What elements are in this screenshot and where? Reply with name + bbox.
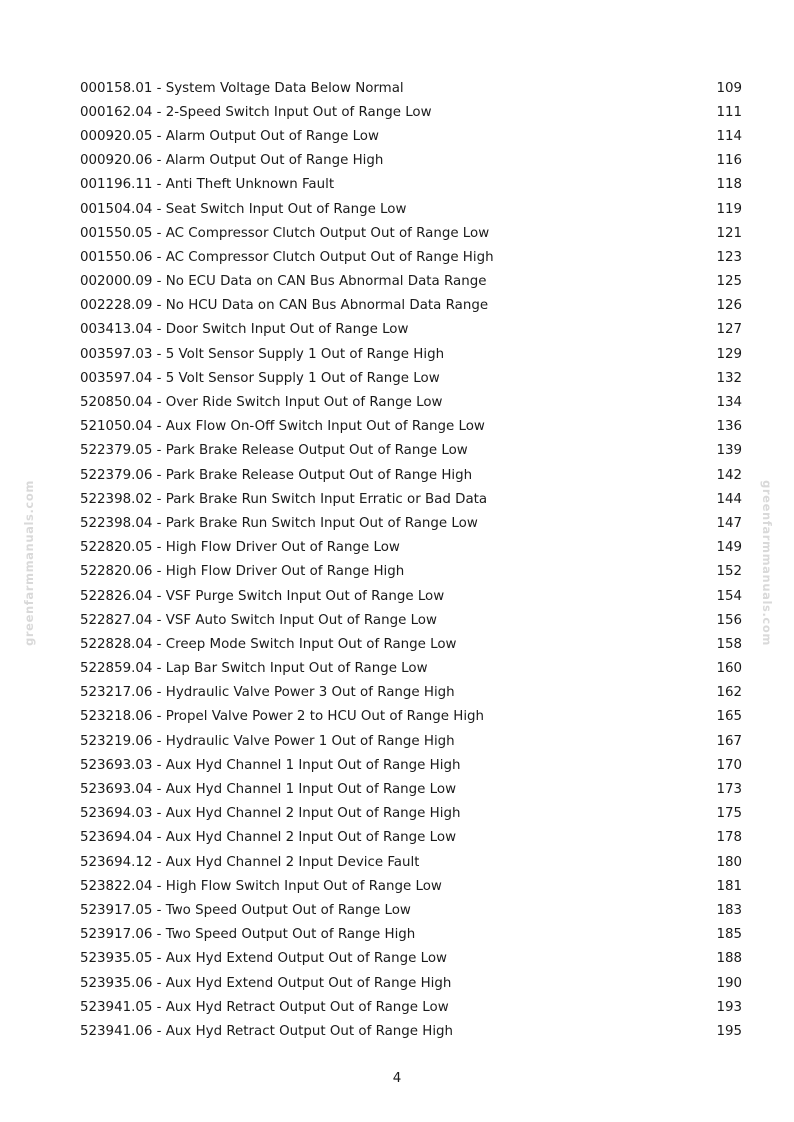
toc-entry[interactable] xyxy=(80,415,742,439)
toc-entry-page: 144 xyxy=(716,491,742,507)
toc-entry[interactable] xyxy=(80,149,742,173)
toc-entry-title: 520850.04 - Over Ride Switch Input Out of Range Low xyxy=(80,395,443,411)
toc-entry[interactable] xyxy=(80,753,742,777)
toc-entry-page: 127 xyxy=(716,322,742,338)
toc-entry-title: 522826.04 - VSF Purge Switch Input Out of Range Low xyxy=(80,588,445,604)
toc-entry-page: 167 xyxy=(716,733,742,749)
toc-entry-page: 142 xyxy=(716,467,742,483)
toc-entry-title: 001550.06 - AC Compressor Clutch Output Out of Range High xyxy=(80,249,494,265)
toc-entry-title: 003597.03 - 5 Volt Sensor Supply 1 Out of Range High xyxy=(80,346,445,362)
toc-entry[interactable] xyxy=(80,294,742,318)
toc-entry-page: 111 xyxy=(716,104,742,120)
toc-entry-page: 180 xyxy=(716,854,742,870)
toc-entry-page: 126 xyxy=(716,298,742,314)
toc-entry[interactable] xyxy=(80,270,742,294)
toc-entry-title: 000920.05 - Alarm Output Out of Range Low xyxy=(80,128,379,144)
toc-entry-title: 002228.09 - No HCU Data on CAN Bus Abnormal Data Range xyxy=(80,298,489,314)
toc-entry-title: 522820.05 - High Flow Driver Out of Range Low xyxy=(80,540,400,556)
toc-entry[interactable] xyxy=(80,390,742,414)
toc-entry-page: 147 xyxy=(716,515,742,531)
toc-entry[interactable] xyxy=(80,874,742,898)
toc-entry-title: 523935.06 - Aux Hyd Extend Output Out of Range High xyxy=(80,975,452,991)
toc-entry[interactable] xyxy=(80,947,742,971)
toc-entry[interactable] xyxy=(80,826,742,850)
toc-entry[interactable] xyxy=(80,1019,742,1043)
toc-entry-title: 003597.04 - 5 Volt Sensor Supply 1 Out of Range Low xyxy=(80,370,440,386)
toc-entry-title: 523822.04 - High Flow Switch Input Out of Range Low xyxy=(80,878,442,894)
toc-entry[interactable] xyxy=(80,681,742,705)
toc-entry-page: 158 xyxy=(716,636,742,652)
toc-entry-title: 522379.06 - Park Brake Release Output Out of Range High xyxy=(80,467,473,483)
toc-entry-page: 165 xyxy=(716,709,742,725)
toc-entry[interactable] xyxy=(80,632,742,656)
toc-entry-page: 129 xyxy=(716,346,742,362)
toc-entry[interactable] xyxy=(80,173,742,197)
toc-entry-title: 523941.05 - Aux Hyd Retract Output Out of Range Low xyxy=(80,999,449,1015)
toc-entry[interactable] xyxy=(80,777,742,801)
watermark-left: greenfarmmanuals.com xyxy=(22,480,36,646)
toc-entry-title: 522398.04 - Park Brake Run Switch Input Out of Range Low xyxy=(80,515,478,531)
toc-entry-page: 123 xyxy=(716,249,742,265)
toc-entry[interactable] xyxy=(80,197,742,221)
toc-entry[interactable] xyxy=(80,463,742,487)
toc-entry[interactable] xyxy=(80,657,742,681)
toc-entry-title: 003413.04 - Door Switch Input Out of Range Low xyxy=(80,322,409,338)
toc-entry-title: 523917.05 - Two Speed Output Out of Range Low xyxy=(80,902,411,918)
toc-entry-page: 119 xyxy=(716,201,742,217)
toc-entry[interactable] xyxy=(80,995,742,1019)
toc-entry-page: 154 xyxy=(716,588,742,604)
toc-entry-page: 116 xyxy=(716,153,742,169)
toc-entry-title: 001196.11 - Anti Theft Unknown Fault xyxy=(80,177,335,193)
toc-entry-title: 522398.02 - Park Brake Run Switch Input Erratic or Bad Data xyxy=(80,491,488,507)
toc-entry-title: 002000.09 - No ECU Data on CAN Bus Abnormal Data Range xyxy=(80,274,487,290)
toc-entry-page: 114 xyxy=(716,128,742,144)
toc-entry-page: 188 xyxy=(716,951,742,967)
toc-entry-page: 195 xyxy=(716,1023,742,1039)
toc-entry[interactable] xyxy=(80,342,742,366)
toc-entry-page: 162 xyxy=(716,685,742,701)
toc-entry-page: 170 xyxy=(716,757,742,773)
toc-entry-title: 001550.05 - AC Compressor Clutch Output Out of Range Low xyxy=(80,225,490,241)
toc-entry-page: 121 xyxy=(716,225,742,241)
toc-entry-title: 523693.04 - Aux Hyd Channel 1 Input Out of Range Low xyxy=(80,782,457,798)
toc-entry[interactable] xyxy=(80,487,742,511)
toc-entry[interactable] xyxy=(80,802,742,826)
toc-entry-title: 523694.04 - Aux Hyd Channel 2 Input Out of Range Low xyxy=(80,830,457,846)
toc-entry-title: 000158.01 - System Voltage Data Below Normal xyxy=(80,80,404,96)
toc-entry-page: 125 xyxy=(716,274,742,290)
toc-entry-page: 132 xyxy=(716,370,742,386)
toc-entry-page: 118 xyxy=(716,177,742,193)
toc-entry-page: 178 xyxy=(716,830,742,846)
toc-entry-page: 185 xyxy=(716,927,742,943)
toc-entry-title: 522827.04 - VSF Auto Switch Input Out of Range Low xyxy=(80,612,437,628)
toc-entry-title: 523935.05 - Aux Hyd Extend Output Out of Range Low xyxy=(80,951,447,967)
toc-entry-page: 136 xyxy=(716,419,742,435)
toc-entry[interactable] xyxy=(80,245,742,269)
toc-entry-title: 522379.05 - Park Brake Release Output Out of Range Low xyxy=(80,443,468,459)
toc-entry[interactable] xyxy=(80,923,742,947)
toc-entry-page: 181 xyxy=(716,878,742,894)
toc-entry-page: 139 xyxy=(716,443,742,459)
toc-entry[interactable] xyxy=(80,366,742,390)
toc-entry[interactable] xyxy=(80,76,742,100)
toc-entry[interactable] xyxy=(80,318,742,342)
watermark-right: greenfarmmanuals.com xyxy=(760,480,774,646)
toc-entry-page: 193 xyxy=(716,999,742,1015)
toc-entry[interactable] xyxy=(80,100,742,124)
table-of-contents xyxy=(80,76,742,1044)
toc-entry-title: 521050.04 - Aux Flow On-Off Switch Input Out of Range Low xyxy=(80,419,485,435)
toc-entry-page: 149 xyxy=(716,540,742,556)
toc-entry[interactable] xyxy=(80,560,742,584)
toc-entry-page: 134 xyxy=(716,395,742,411)
toc-entry-title: 522859.04 - Lap Bar Switch Input Out of Range Low xyxy=(80,661,428,677)
toc-entry-title: 523218.06 - Propel Valve Power 2 to HCU Out of Range High xyxy=(80,709,485,725)
toc-entry-title: 000920.06 - Alarm Output Out of Range High xyxy=(80,153,384,169)
toc-entry-page: 190 xyxy=(716,975,742,991)
toc-entry-title: 523917.06 - Two Speed Output Out of Range High xyxy=(80,927,416,943)
toc-entry[interactable] xyxy=(80,971,742,995)
toc-entry-page: 109 xyxy=(716,80,742,96)
toc-entry-title: 001504.04 - Seat Switch Input Out of Range Low xyxy=(80,201,407,217)
toc-entry-title: 522820.06 - High Flow Driver Out of Range High xyxy=(80,564,405,580)
toc-entry-title: 522828.04 - Creep Mode Switch Input Out of Range Low xyxy=(80,636,457,652)
toc-entry-title: 523693.03 - Aux Hyd Channel 1 Input Out of Range High xyxy=(80,757,461,773)
toc-entry[interactable] xyxy=(80,608,742,632)
toc-entry[interactable] xyxy=(80,705,742,729)
toc-entry[interactable] xyxy=(80,439,742,463)
toc-entry-title: 523217.06 - Hydraulic Valve Power 3 Out of Range High xyxy=(80,685,455,701)
toc-entry-title: 523694.12 - Aux Hyd Channel 2 Input Device Fault xyxy=(80,854,420,870)
toc-entry-title: 523694.03 - Aux Hyd Channel 2 Input Out of Range High xyxy=(80,806,461,822)
toc-entry[interactable] xyxy=(80,584,742,608)
toc-entry-page: 183 xyxy=(716,902,742,918)
toc-entry[interactable] xyxy=(80,511,742,535)
toc-entry-title: 000162.04 - 2-Speed Switch Input Out of Range Low xyxy=(80,104,432,120)
toc-entry[interactable] xyxy=(80,124,742,148)
toc-entry-page: 160 xyxy=(716,661,742,677)
toc-entry[interactable] xyxy=(80,221,742,245)
toc-entry[interactable] xyxy=(80,898,742,922)
toc-entry[interactable] xyxy=(80,850,742,874)
toc-entry-page: 156 xyxy=(716,612,742,628)
toc-entry-title: 523219.06 - Hydraulic Valve Power 1 Out of Range High xyxy=(80,733,455,749)
toc-entry-page: 173 xyxy=(716,782,742,798)
toc-entry-title: 523941.06 - Aux Hyd Retract Output Out of Range High xyxy=(80,1023,454,1039)
toc-entry-page: 152 xyxy=(716,564,742,580)
toc-entry[interactable] xyxy=(80,536,742,560)
toc-entry-page: 175 xyxy=(716,806,742,822)
toc-entry[interactable] xyxy=(80,729,742,753)
page-number: 4 xyxy=(392,1071,402,1086)
